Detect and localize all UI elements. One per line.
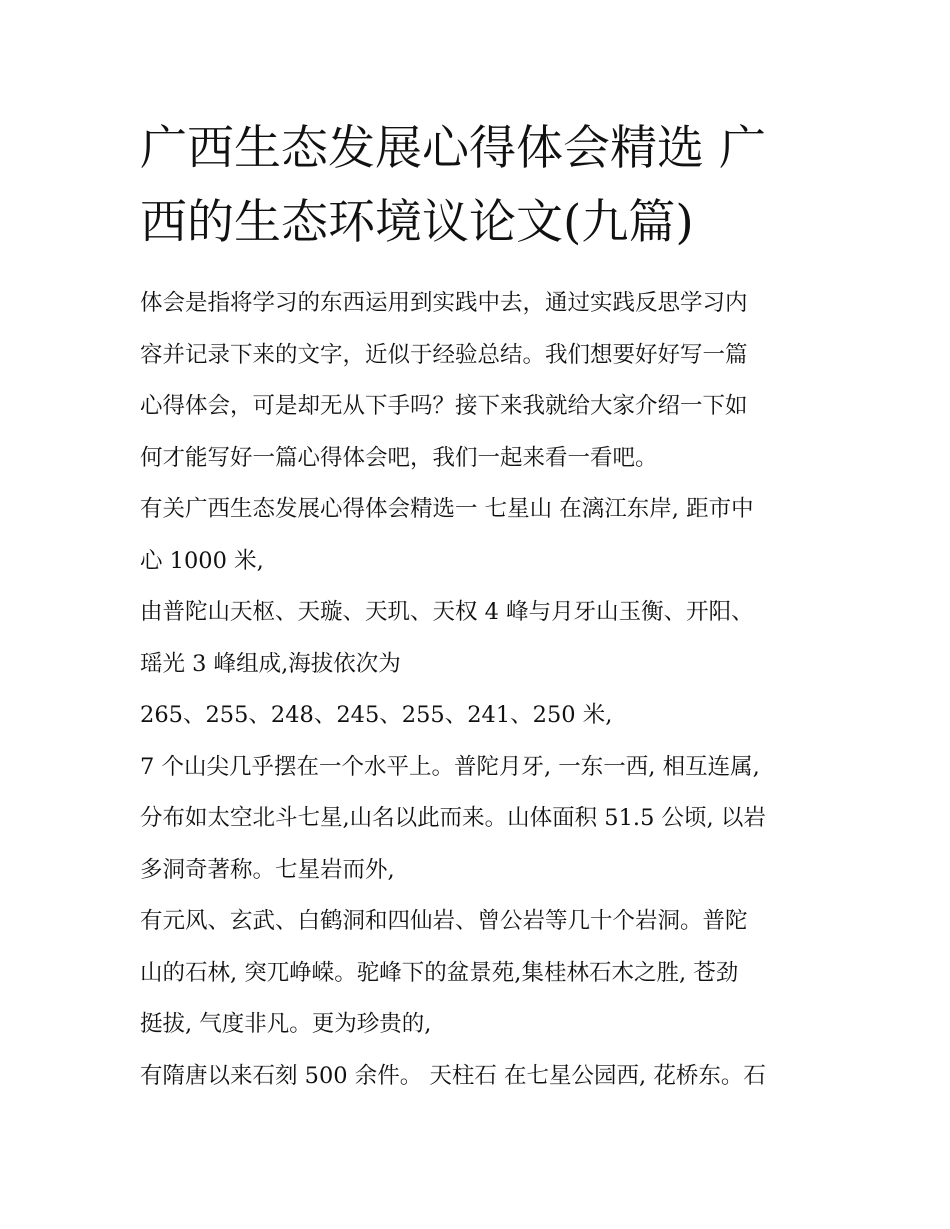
text-line: 有隋唐以来石刻 500 余件。 天柱石 在七星公园西, 花桥东。石 [140, 1062, 766, 1089]
title-line: 西的生态环境议论文(九篇) [140, 195, 694, 250]
paragraph-layout [140, 742, 816, 897]
text-line: 山的石林, 突兀峥嵘。驼峰下的盆景苑,集桂林石木之胜, 苍劲 [140, 959, 739, 986]
document-title [140, 112, 816, 260]
text-line: 多洞奇著称。七星岩而外, [140, 856, 395, 883]
text-line: 有元风、玄武、白鹤洞和四仙岩、曾公岩等几十个岩洞。普陀 [140, 908, 748, 934]
title-line: 广西生态发展心得体会精选 广 [140, 121, 766, 176]
text-line: 心 1000 米, [140, 547, 264, 574]
paragraph-intro [140, 278, 816, 484]
text-line: 265、255、248、245、255、241、250 米, [140, 702, 613, 728]
text-line: 瑶光 3 峰组成,海拔依次为 [140, 650, 401, 677]
text-line: 体会是指将学习的东西运用到实践中去，通过实践反思学习内 [140, 290, 748, 316]
text-line: 挺拔, 气度非凡。更为珍贵的, [140, 1011, 432, 1037]
document-body [140, 112, 816, 1102]
text-line: 何才能写好一篇心得体会吧，我们一起来看一看吧。 [140, 444, 658, 471]
paragraph-peaks [140, 587, 816, 690]
paragraph-qixingshan [140, 484, 816, 587]
text-line: 容并记录下来的文字，近似于经验总结。我们想要好好写一篇 [140, 341, 748, 368]
text-line: 心得体会，可是却无从下手吗？接下来我就给大家介绍一下如 [140, 393, 748, 419]
paragraph-altitudes [140, 690, 816, 742]
text-line: 由普陀山天枢、天璇、天玑、天权 4 峰与月牙山玉衡、开阳、 [140, 599, 754, 625]
paragraph-caves [140, 896, 816, 1051]
text-line: 有关广西生态发展心得体会精选一 七星山 在漓江东岸, 距市中 [140, 496, 754, 522]
text-line: 分布如太空北斗七星,山名以此而来。山体面积 51.5 公顷, 以岩 [140, 805, 766, 831]
text-line: 7 个山尖几乎摆在一个水平上。普陀月牙, 一东一西, 相互连属, [140, 753, 760, 780]
paragraph-inscriptions [140, 1051, 816, 1103]
